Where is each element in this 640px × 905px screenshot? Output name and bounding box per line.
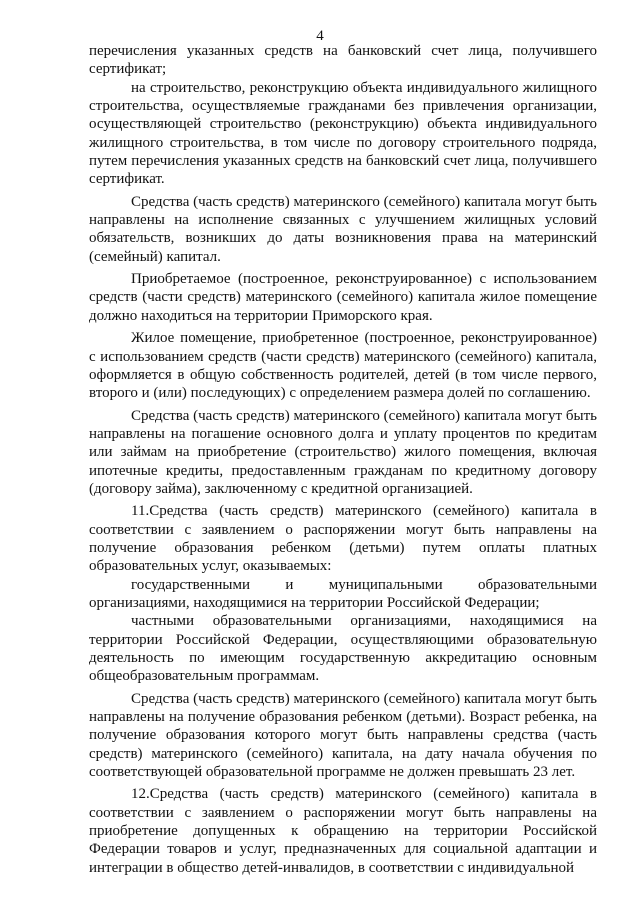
document-body [89,42,597,877]
page-number: 4 [316,28,324,44]
paragraph-8: государственными и муниципальными образовательными организациями, находящимися на территории Российской Федерации; [89,576,597,611]
paragraph-6: Средства (часть средств) материнского (семейного) капитала могут быть направлены на погашение основного долга и уплату процентов по кредитам или займам на приобретение (строительство) жилого помещения, включая ипотечные кредиты, предоставленным гражданам по кредитному договору (договору займа), заключенному с кредитной организацией. [89,407,597,497]
paragraph-11: 12.Средства (часть средств) материнского (семейного) капитала в соответствии с заявлением о распоряжении могут быть направлены на приобретение допущенных к обращению на территории Российской Федерации товаров и услуг, предназначенных для социальной адаптации и интеграции в общество детей-инвалидов, в соответствии с индивидуальной [89,786,597,876]
paragraph-2: на строительство, реконструкцию объекта индивидуального жилищного строительства, осуществляемые гражданами без привлечения организации, осуществляющей строительство (реконструкцию) объекта индивидуального жилищного строительства, в том числе по договору строительного подряда, путем перечисления указанных средств на банковский счет лица, получившего сертификат. [89,79,597,188]
paragraph-9: частными образовательными организациями, находящимися на территории Российской Федерации, осуществляющими образовательную деятельность по имеющим государственную аккредитацию основным общеобразовательным программам. [89,613,597,685]
paragraph-5: Жилое помещение, приобретенное (построенное, реконструированное) с использованием средств (части средств) материнского (семейного) капитала, оформляется в общую собственность родителей, детей (в том числе первого, второго и (или) последующих) с определением размера долей по соглашению. [89,330,597,402]
paragraph-1: перечисления указанных средств на банковский счет лица, получившего сертификат; [89,43,597,78]
paragraph-3: Средства (часть средств) материнского (семейного) капитала могут быть направлены на исполнение связанных с улучшением жилищных условий обязательств, возникших до даты возникновения права на материнский (семейный) капитал. [89,193,597,265]
paragraph-7: 11.Средства (часть средств) материнского (семейного) капитала в соответствии с заявлением о распоряжении могут быть направлены на получение образования ребенком (детьми) путем оплаты платных образовательных услуг, оказываемых: [89,503,597,575]
paragraph-10: Средства (часть средств) материнского (семейного) капитала могут быть направлены на получение образования ребенком (детьми). Возраст ребенка, на получение образования которого могут быть направлены средства (часть средств) материнского (семейного) капитала, на дату начала обучения по соответствующей образовательной программе не должен превышать 23 лет. [89,690,597,781]
paragraph-4: Приобретаемое (построенное, реконструированное) с использованием средств (части средств) материнского (семейного) капитала жилое помещение должно находиться на территории Приморского края. [89,271,597,324]
